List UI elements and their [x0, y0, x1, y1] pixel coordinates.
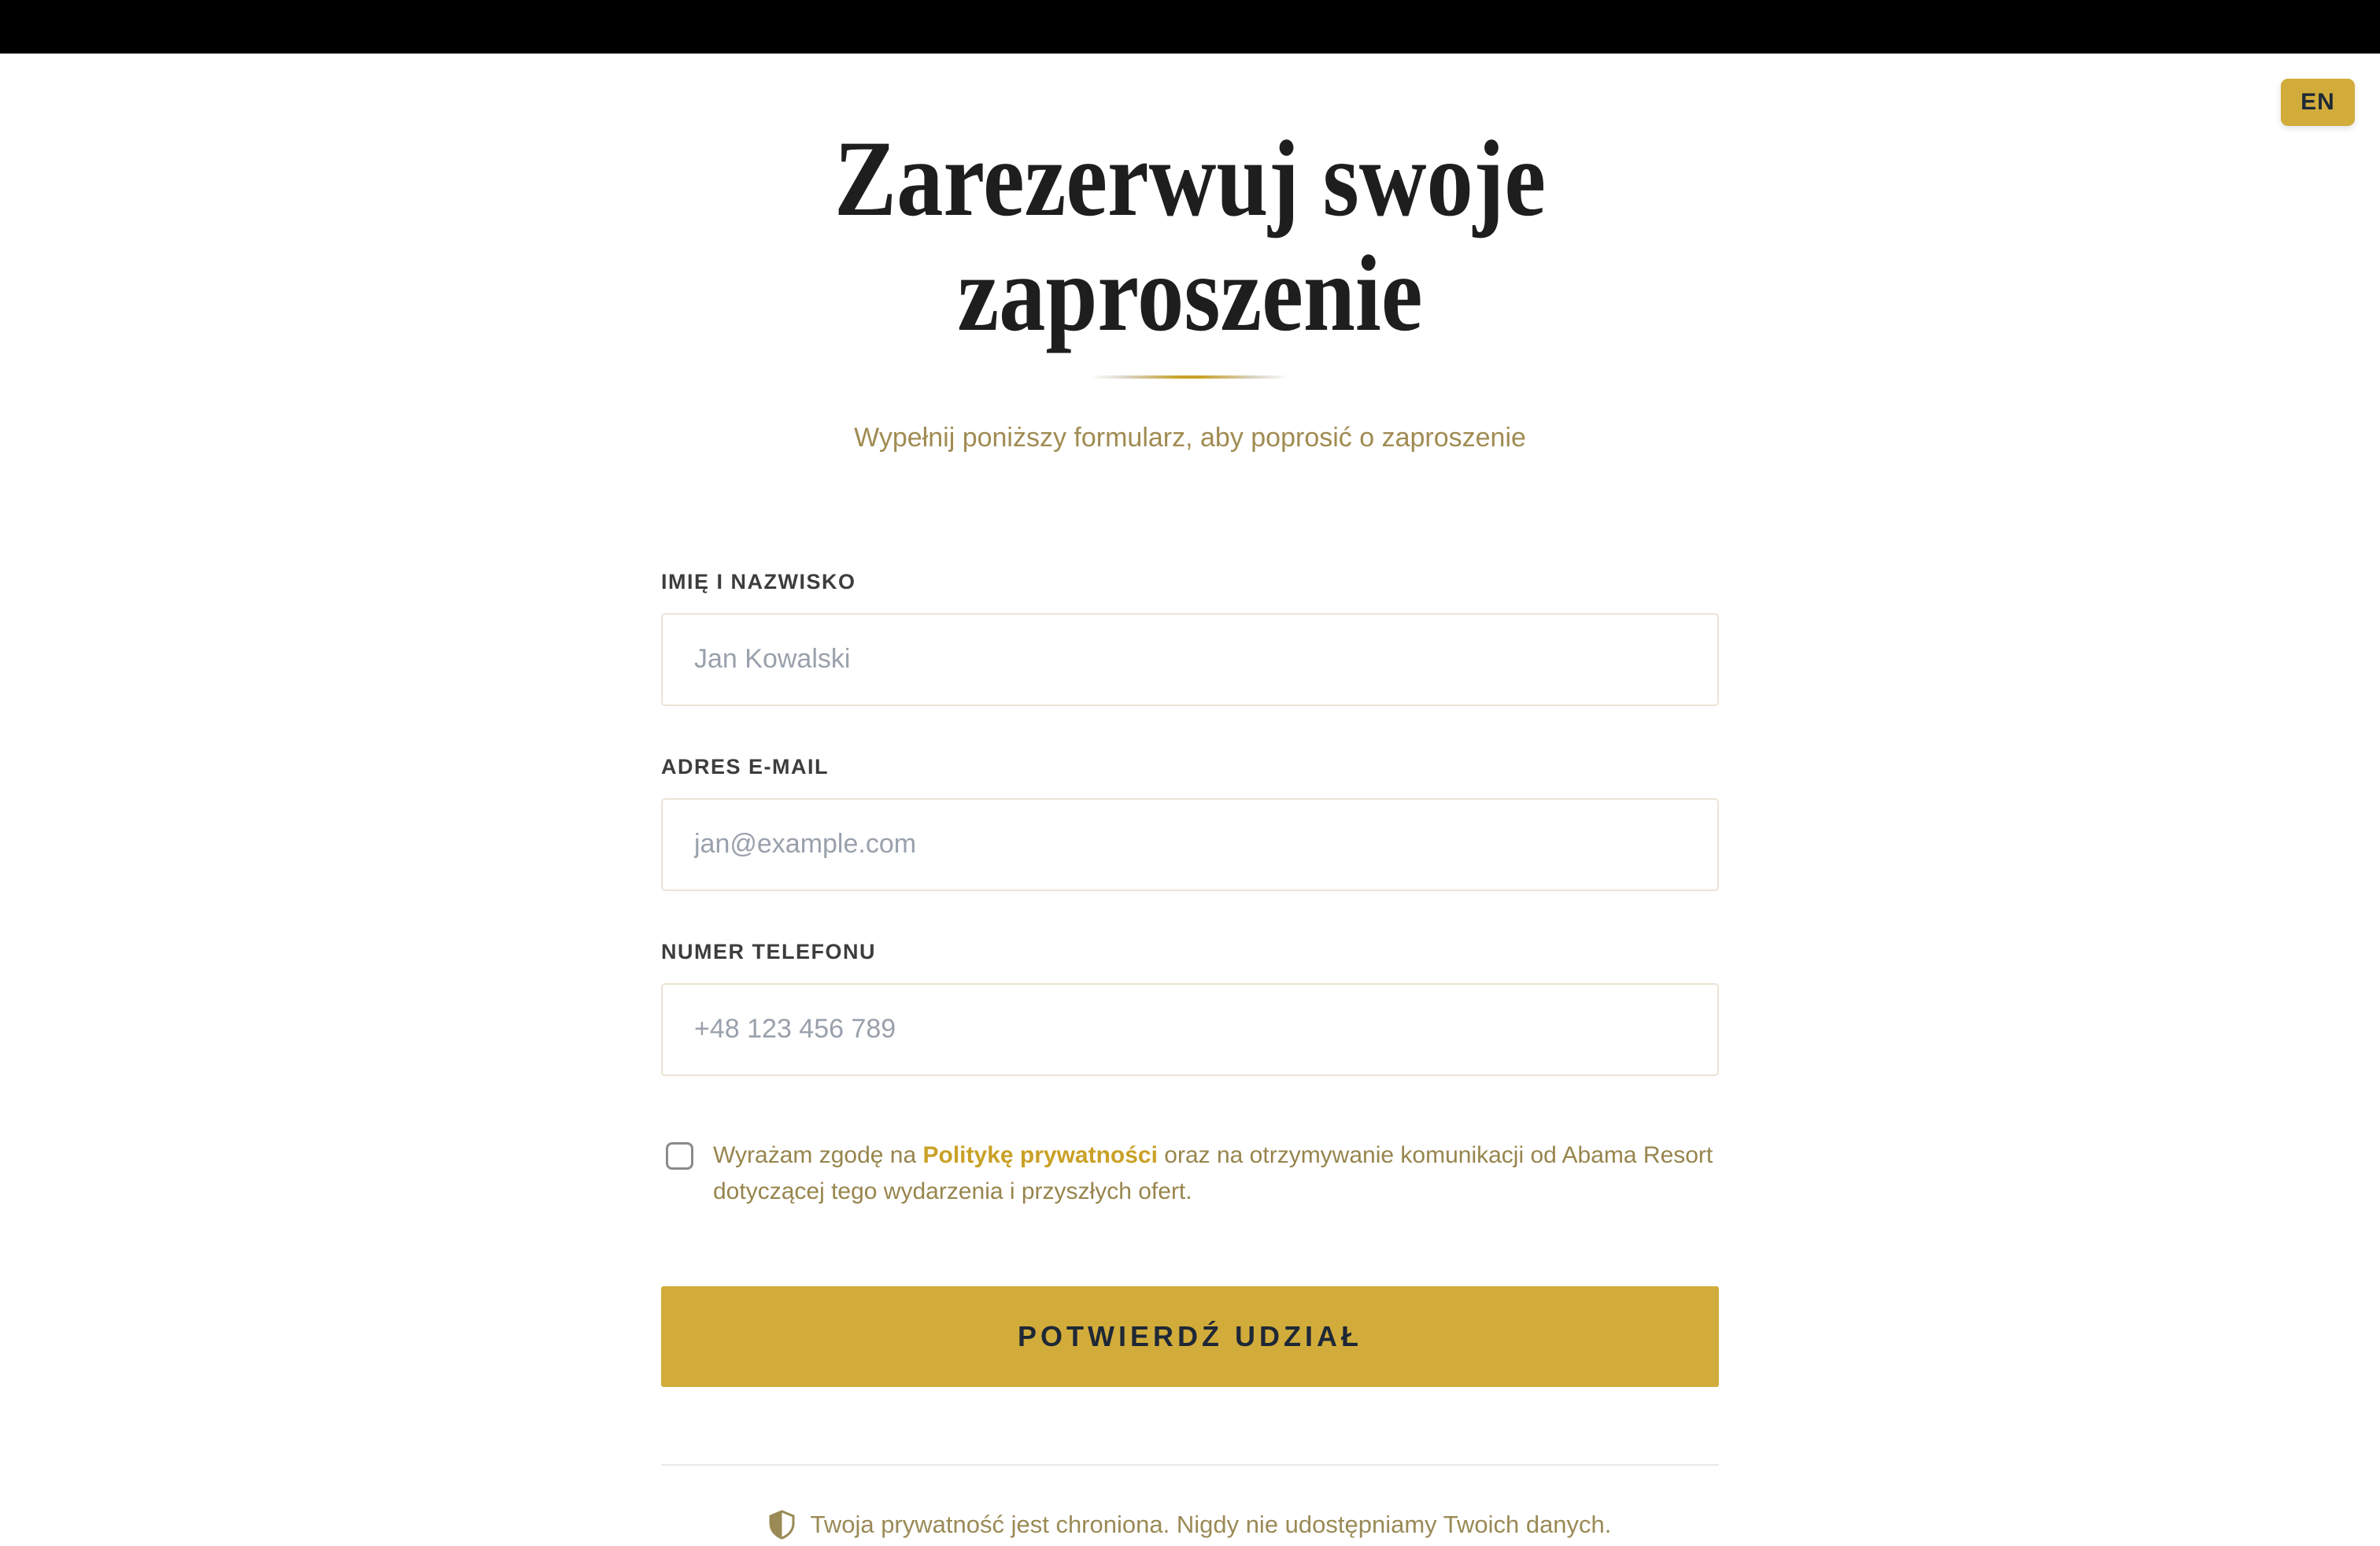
- email-input[interactable]: [661, 798, 1719, 891]
- name-field-label: IMIĘ I NAZWISKO: [661, 569, 856, 594]
- page-subtitle: Wypełnij poniższy formularz, aby poprosić o zaproszenie: [854, 422, 1526, 453]
- consent-text-after: oraz na otrzymywanie komunikacji od Abama Resort dotyczącej tego wydarzenia i przyszłych ofert.: [713, 1141, 1713, 1205]
- consent-text: [713, 1137, 1719, 1211]
- consent-text-before: Wyrażam zgodę na: [713, 1141, 923, 1168]
- phone-field-label: NUMER TELEFONU: [661, 939, 876, 963]
- privacy-policy-link[interactable]: Politykę prywatności: [922, 1141, 1158, 1168]
- confirm-attendance-button[interactable]: POTWIERDŹ UDZIAŁ: [661, 1286, 1719, 1387]
- footer-divider: [661, 1464, 1719, 1466]
- privacy-text: Twoja prywatność jest chroniona. Nigdy nie udostępniamy Twoich danych.: [810, 1510, 1612, 1538]
- phone-field-group: [661, 940, 1719, 1076]
- title-divider: [1091, 375, 1289, 379]
- main-content: [661, 118, 1719, 1540]
- shield-icon: [769, 1510, 795, 1540]
- name-input[interactable]: [661, 613, 1719, 706]
- consent-checkbox[interactable]: [666, 1142, 693, 1170]
- invitation-form: [661, 570, 1719, 1387]
- language-toggle-button[interactable]: EN: [2281, 79, 2355, 126]
- consent-row: [661, 1137, 1719, 1211]
- page-title: Zarezerwuj swoje zaproszenie: [833, 118, 1547, 354]
- privacy-note: [661, 1510, 1719, 1540]
- email-field-label: ADRES E-MAIL: [661, 754, 829, 779]
- phone-input[interactable]: [661, 983, 1719, 1076]
- email-field-group: [661, 755, 1719, 891]
- top-black-bar: [0, 0, 2380, 54]
- name-field-group: [661, 570, 1719, 706]
